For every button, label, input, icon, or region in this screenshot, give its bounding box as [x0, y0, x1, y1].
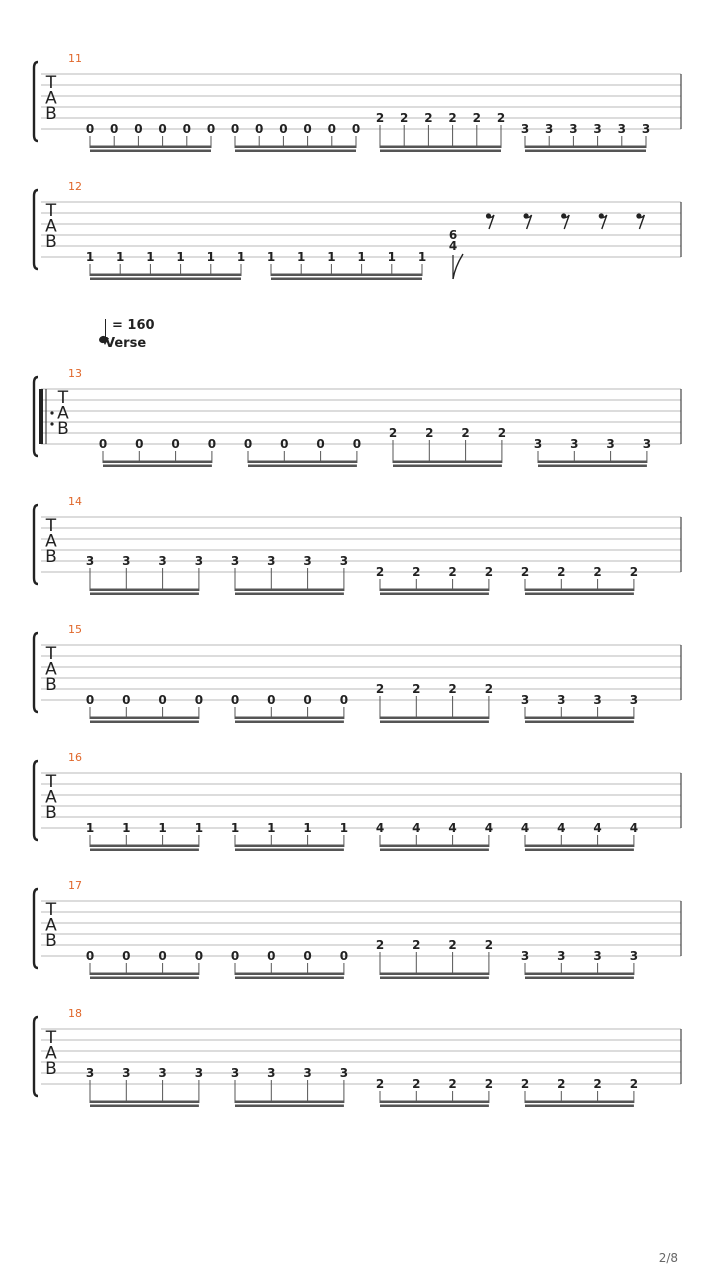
fret-number: 1 — [303, 821, 312, 835]
fret-number: 2 — [375, 682, 385, 696]
fret-number: 2 — [629, 565, 639, 579]
beam-line — [380, 150, 501, 153]
fret-number: 0 — [171, 437, 180, 451]
repeat-dot — [50, 411, 53, 414]
fret-number: 4 — [375, 821, 385, 835]
beam-line — [90, 146, 211, 149]
beam-line — [380, 1105, 489, 1108]
fret-number: 0 — [194, 949, 204, 963]
fret-number: 2 — [448, 111, 457, 125]
fret-number: 1 — [417, 250, 427, 264]
beam-line — [103, 465, 212, 468]
fret-number: 0 — [351, 122, 361, 136]
chord-fret-top: 6 — [448, 228, 458, 242]
fret-number: 0 — [85, 693, 95, 707]
fret-number: 0 — [352, 437, 362, 451]
fret-number: 2 — [472, 111, 481, 125]
beam-line — [90, 973, 199, 976]
fret-number: 4 — [557, 821, 566, 835]
beam-line — [380, 589, 489, 592]
fret-number: 0 — [255, 122, 264, 136]
tab-clef-letter: A — [45, 531, 57, 552]
beam-line — [248, 465, 357, 468]
fret-number: 1 — [122, 821, 131, 835]
eighth-rest-stroke — [487, 215, 494, 229]
fret-number: 4 — [593, 821, 602, 835]
fret-number: 2 — [629, 1077, 639, 1091]
beam-line — [380, 977, 489, 980]
system-bracket — [34, 377, 38, 456]
fret-number: 0 — [158, 949, 167, 963]
tab-clef-letter: T — [45, 1028, 57, 1048]
fret-number: 0 — [230, 949, 240, 963]
beam-line — [90, 274, 241, 277]
fret-number: 0 — [158, 122, 167, 136]
beam-line — [393, 465, 502, 468]
fret-number: 3 — [642, 437, 652, 451]
fret-number: 0 — [303, 122, 312, 136]
fret-number: 0 — [98, 437, 108, 451]
fret-number: 2 — [520, 565, 530, 579]
eighth-rest-stroke — [637, 215, 644, 229]
fret-number: 2 — [375, 938, 385, 952]
system-bracket — [34, 889, 38, 968]
fret-number: 0 — [230, 122, 240, 136]
eighth-rest-stroke — [600, 215, 607, 229]
fret-number: 3 — [122, 554, 131, 568]
fret-number: 1 — [387, 250, 396, 264]
beam-line — [90, 845, 199, 848]
fret-number: 3 — [520, 693, 530, 707]
fret-number: 2 — [484, 565, 494, 579]
fret-number: 2 — [375, 565, 385, 579]
beam-line — [538, 461, 647, 464]
fret-number: 1 — [297, 250, 306, 264]
tab-clef-letter: B — [45, 931, 57, 951]
system-bracket — [34, 1017, 38, 1096]
tab-clef-letter: A — [45, 88, 57, 109]
fret-number: 0 — [316, 437, 325, 451]
fret-number: 0 — [85, 122, 95, 136]
fret-number: 1 — [146, 250, 155, 264]
fret-number: 3 — [267, 1066, 276, 1080]
tab-clef-letter: T — [45, 201, 57, 221]
beam-line — [90, 589, 199, 592]
tempo-marking — [99, 317, 219, 357]
fret-number: 1 — [327, 250, 336, 264]
fret-number: 0 — [122, 693, 131, 707]
tab-clef-letter: B — [45, 104, 57, 124]
fret-number: 2 — [484, 938, 494, 952]
fret-number: 3 — [606, 437, 615, 451]
fret-number: 1 — [236, 250, 246, 264]
fret-number: 2 — [557, 1077, 566, 1091]
beam-line — [90, 977, 199, 980]
fret-number: 3 — [617, 122, 626, 136]
beam-line — [525, 593, 634, 596]
beam-line — [90, 717, 199, 720]
beam-line — [235, 973, 344, 976]
fret-number: 0 — [134, 122, 143, 136]
system-bracket — [34, 190, 38, 269]
note-flag-icon — [453, 254, 463, 279]
fret-number: 0 — [327, 122, 336, 136]
tab-clef-letter: T — [45, 772, 57, 792]
fret-number: 0 — [207, 437, 217, 451]
fret-number: 2 — [424, 111, 433, 125]
fret-number: 3 — [629, 693, 639, 707]
fret-number: 2 — [484, 1077, 494, 1091]
beam-line — [380, 849, 489, 852]
fret-number: 0 — [182, 122, 191, 136]
fret-number: 3 — [230, 554, 240, 568]
system-bracket — [34, 633, 38, 712]
tempo-value: = 160 — [112, 318, 155, 333]
fret-number: 3 — [267, 554, 276, 568]
fret-number: 1 — [230, 821, 240, 835]
measure-number: 15 — [68, 623, 82, 636]
beam-line — [235, 1105, 344, 1108]
beam-line — [380, 1101, 489, 1104]
beam-line — [90, 278, 241, 281]
fret-number: 2 — [375, 111, 385, 125]
tab-clef-letter: B — [45, 1059, 57, 1079]
fret-number: 0 — [303, 693, 312, 707]
beam-line — [525, 717, 634, 720]
fret-number: 3 — [194, 554, 204, 568]
beam-line — [235, 150, 356, 153]
tab-clef-letter: A — [57, 403, 69, 424]
measure-number: 11 — [68, 52, 82, 65]
beam-line — [525, 849, 634, 852]
measure-number: 16 — [68, 751, 82, 764]
tab-clef-letter: B — [45, 803, 57, 823]
beam-line — [525, 721, 634, 724]
beam-line — [235, 1101, 344, 1104]
fret-number: 2 — [448, 1077, 457, 1091]
fret-number: 0 — [280, 437, 289, 451]
fret-number: 2 — [412, 565, 421, 579]
tab-clef-letter: T — [45, 516, 57, 536]
tab-clef-letter: B — [45, 232, 57, 252]
beam-line — [380, 845, 489, 848]
fret-number: 3 — [557, 949, 566, 963]
fret-number: 2 — [388, 426, 398, 440]
fret-number: 3 — [85, 1066, 95, 1080]
measure-number: 17 — [68, 879, 82, 892]
beam-line — [90, 1105, 199, 1108]
beam-line — [525, 977, 634, 980]
fret-number: 2 — [425, 426, 434, 440]
fret-number: 3 — [303, 1066, 312, 1080]
fret-number: 0 — [194, 693, 204, 707]
fret-number: 1 — [357, 250, 366, 264]
fret-number: 2 — [593, 1077, 602, 1091]
fret-number: 2 — [593, 565, 602, 579]
tab-clef-letter: A — [45, 216, 57, 237]
fret-number: 0 — [267, 949, 276, 963]
tab-clef-letter: B — [57, 419, 69, 439]
tab-clef-letter: B — [45, 675, 57, 695]
tab-clef-letter: T — [57, 388, 69, 408]
beam-line — [90, 593, 199, 596]
fret-number: 1 — [266, 250, 276, 264]
beam-line — [525, 845, 634, 848]
beam-line — [248, 461, 357, 464]
fret-number: 0 — [158, 693, 167, 707]
fret-number: 3 — [520, 949, 530, 963]
fret-number: 3 — [557, 693, 566, 707]
fret-number: 0 — [303, 949, 312, 963]
fret-number: 2 — [375, 1077, 385, 1091]
fret-number: 3 — [533, 437, 543, 451]
beam-line — [235, 845, 344, 848]
fret-number: 1 — [116, 250, 125, 264]
fret-number: 4 — [520, 821, 530, 835]
fret-number: 3 — [570, 437, 579, 451]
beam-line — [525, 973, 634, 976]
tab-clef-letter: A — [45, 659, 57, 680]
system-bracket — [34, 62, 38, 141]
fret-number: 2 — [520, 1077, 530, 1091]
beam-line — [380, 593, 489, 596]
tab-clef-letter: T — [45, 900, 57, 920]
beam-line — [235, 589, 344, 592]
fret-number: 3 — [230, 1066, 240, 1080]
beam-line — [90, 849, 199, 852]
chord-fret-bottom: 4 — [448, 239, 458, 253]
fret-number: 0 — [230, 693, 240, 707]
fret-number: 0 — [339, 693, 349, 707]
fret-number: 3 — [569, 122, 578, 136]
fret-number: 0 — [339, 949, 349, 963]
page-number: 2/8 — [658, 1251, 678, 1265]
fret-number: 2 — [448, 565, 457, 579]
beam-line — [271, 278, 422, 281]
fret-number: 1 — [85, 821, 95, 835]
repeat-thick-bar — [39, 389, 43, 444]
fret-number: 0 — [267, 693, 276, 707]
fret-number: 2 — [400, 111, 409, 125]
beam-line — [525, 1105, 634, 1108]
beam-line — [235, 146, 356, 149]
measure-number: 12 — [68, 180, 82, 193]
system-bracket — [34, 761, 38, 840]
beam-line — [235, 977, 344, 980]
fret-number: 0 — [110, 122, 119, 136]
fret-number: 3 — [545, 122, 554, 136]
fret-number: 4 — [412, 821, 421, 835]
beam-line — [380, 721, 489, 724]
fret-number: 0 — [122, 949, 131, 963]
beam-line — [525, 589, 634, 592]
fret-number: 3 — [194, 1066, 204, 1080]
beam-line — [235, 849, 344, 852]
repeat-dot — [50, 422, 53, 425]
fret-number: 0 — [243, 437, 253, 451]
tab-clef-letter: A — [45, 787, 57, 808]
fret-number: 1 — [339, 821, 349, 835]
beam-line — [235, 593, 344, 596]
fret-number: 3 — [158, 1066, 167, 1080]
fret-number: 2 — [497, 426, 507, 440]
beam-line — [235, 721, 344, 724]
tab-clef-letter: T — [45, 644, 57, 664]
beam-line — [90, 721, 199, 724]
system-bracket — [34, 505, 38, 584]
fret-number: 1 — [206, 250, 215, 264]
beam-line — [380, 973, 489, 976]
fret-number: 2 — [461, 426, 470, 440]
beam-line — [393, 461, 502, 464]
beam-line — [525, 150, 646, 153]
fret-number: 4 — [484, 821, 494, 835]
fret-number: 3 — [339, 1066, 349, 1080]
beam-line — [235, 717, 344, 720]
fret-number: 3 — [593, 949, 602, 963]
fret-number: 3 — [629, 949, 639, 963]
measure-number: 14 — [68, 495, 82, 508]
fret-number: 3 — [303, 554, 312, 568]
fret-number: 1 — [176, 250, 185, 264]
fret-number: 3 — [593, 122, 602, 136]
tab-clef-letter: T — [45, 73, 57, 93]
fret-number: 4 — [448, 821, 457, 835]
fret-number: 4 — [629, 821, 639, 835]
beam-line — [525, 146, 646, 149]
fret-number: 2 — [448, 938, 457, 952]
fret-number: 1 — [194, 821, 204, 835]
tab-clef-letter: A — [45, 915, 57, 936]
beam-line — [90, 150, 211, 153]
measure-number: 18 — [68, 1007, 82, 1020]
beam-line — [380, 146, 501, 149]
fret-number: 0 — [206, 122, 216, 136]
fret-number: 2 — [448, 682, 457, 696]
fret-number: 3 — [122, 1066, 131, 1080]
fret-number: 0 — [85, 949, 95, 963]
beam-line — [538, 465, 647, 468]
tab-clef-letter: B — [45, 547, 57, 567]
fret-number: 1 — [85, 250, 95, 264]
fret-number: 0 — [135, 437, 144, 451]
fret-number: 0 — [279, 122, 288, 136]
fret-number: 2 — [412, 1077, 421, 1091]
fret-number: 3 — [520, 122, 530, 136]
beam-line — [90, 1101, 199, 1104]
fret-number: 3 — [85, 554, 95, 568]
beam-line — [103, 461, 212, 464]
measure-number: 13 — [68, 367, 82, 380]
eighth-rest-stroke — [562, 215, 569, 229]
beam-line — [271, 274, 422, 277]
fret-number: 3 — [158, 554, 167, 568]
fret-number: 2 — [496, 111, 506, 125]
beam-line — [525, 1101, 634, 1104]
fret-number: 1 — [267, 821, 276, 835]
eighth-rest-stroke — [525, 215, 532, 229]
fret-number: 1 — [158, 821, 167, 835]
fret-number: 3 — [339, 554, 349, 568]
fret-number: 3 — [593, 693, 602, 707]
fret-number: 3 — [641, 122, 651, 136]
tab-clef-letter: A — [45, 1043, 57, 1064]
fret-number: 2 — [484, 682, 494, 696]
beam-line — [380, 717, 489, 720]
fret-number: 2 — [412, 682, 421, 696]
fret-number: 2 — [412, 938, 421, 952]
fret-number: 2 — [557, 565, 566, 579]
section-label: Verse — [105, 336, 147, 351]
